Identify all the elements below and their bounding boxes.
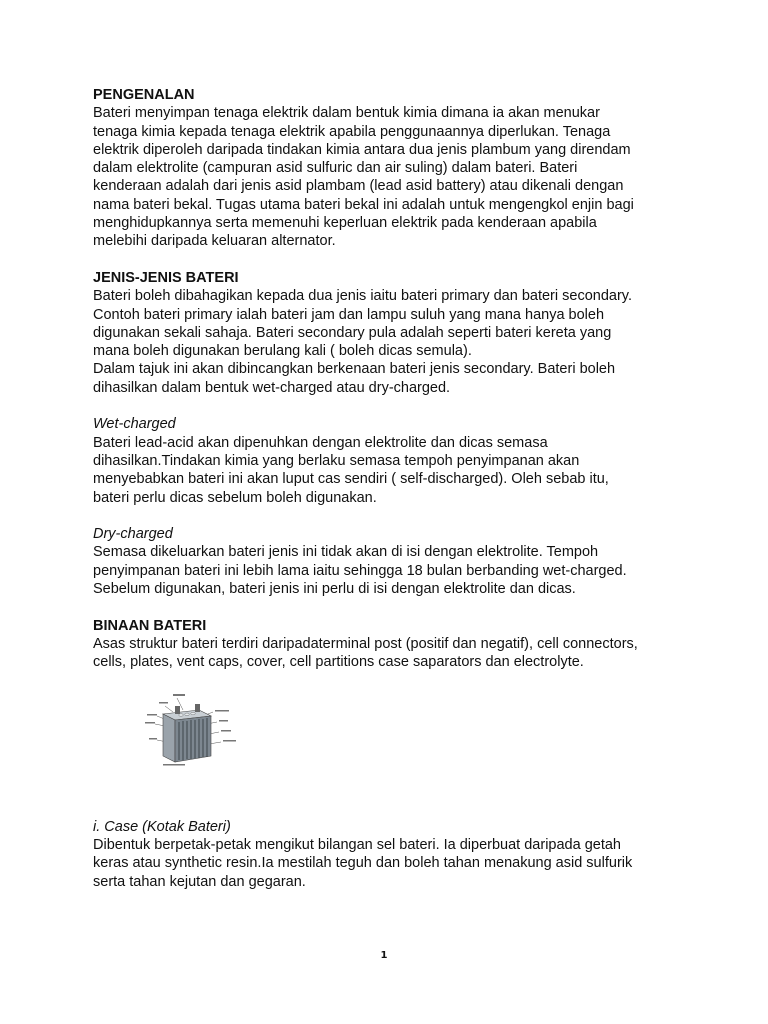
- text-line: Asas struktur bateri terdiri daripadaterminal post (positif dan negatif), cell connectors,: [93, 635, 638, 652]
- text-line: nama bateri bekal. Tugas utama bateri bekal ini adalah untuk mengengkol enjin bagi: [93, 196, 634, 213]
- battery-diagram-image: [137, 690, 249, 772]
- section-construction: [93, 617, 693, 672]
- section-wet-charged: [93, 415, 693, 506]
- text-line: Semasa dikeluarkan bateri jenis ini tidak akan di isi dengan elektrolite. Tempoh: [93, 544, 599, 561]
- text-line: Bateri menyimpan tenaga elektrik dalam bentuk kimia dimana ia akan menukar: [93, 105, 600, 122]
- text-line: Bateri boleh dibahagikan kepada dua jenis iaitu bateri primary dan bateri secondary.: [93, 288, 632, 305]
- text-line: cells, plates, vent caps, cover, cell partitions case saparators dan electrolyte.: [93, 654, 584, 671]
- text-line: dalam elektrolite (campuran asid sulfuric dan air suling) dalam bateri. Bateri: [93, 160, 578, 177]
- heading-intro: PENGENALAN: [93, 87, 195, 103]
- heading-dry-charged: Dry-charged: [93, 526, 173, 543]
- text-line: melebihi daripada keluaran alternator.: [93, 233, 336, 250]
- text-line: Dalam tajuk ini akan dibincangkan berkenaan bateri jenis secondary. Bateri boleh: [93, 361, 616, 378]
- battery-case-side: [175, 716, 211, 762]
- text-line: dihasilkan.Tindakan kimia yang berlaku semasa tempoh penyimpanan akan: [93, 452, 580, 469]
- text-line: menyebabkan bateri ini akan luput cas sendiri ( self-discharged). Oleh sebab itu,: [93, 471, 609, 488]
- terminal-post-icon: [175, 706, 180, 714]
- heading-construction: BINAAN BATERI: [93, 617, 207, 634]
- text-line: keras atau synthetic resin.Ia mestilah teguh dan boleh tahan menakung asid sulfurik: [93, 855, 633, 872]
- section-case: [93, 818, 693, 891]
- text-line: serta tahan kejutan dan gegaran.: [93, 873, 306, 890]
- text-line: Contoh bateri primary ialah bateri jam dan lampu suluh yang mana hanya boleh: [93, 306, 605, 323]
- page-number: 1: [380, 950, 388, 961]
- heading-wet-charged: Wet-charged: [93, 416, 176, 433]
- text-line: bateri perlu dicas sebelum boleh digunakan.: [93, 489, 377, 506]
- text-line: dihasilkan dalam bentuk wet-charged atau dry-charged.: [93, 379, 451, 396]
- text-line: elektrik diperoleh daripada tindakan kimia antara dua jenis plambum yang direndam: [93, 141, 631, 158]
- text-line: Sebelum digunakan, bateri jenis ini perlu di isi dengan elektrolite dan dicas.: [93, 581, 576, 598]
- text-line: mana boleh digunakan berulang kali ( boleh dicas semula).: [93, 343, 472, 360]
- section-types: [93, 269, 693, 397]
- battery-case-front: [163, 714, 175, 762]
- text-line: penyimpanan bateri ini lebih lama iaitu sehingga 18 bulan berbanding wet-charged.: [93, 562, 627, 579]
- section-dry-charged: [93, 525, 693, 598]
- text-line: menghidupkannya serta memenuhi keperluan elektrik pada kenderaan apabila: [93, 215, 597, 232]
- terminal-post-icon: [195, 704, 200, 712]
- section-intro: [93, 86, 693, 251]
- heading-case: i. Case (Kotak Bateri): [93, 818, 231, 835]
- text-line: digunakan sekali sahaja. Bateri secondary pula adalah seperti bateri kereta yang: [93, 324, 612, 341]
- text-line: Bateri lead-acid akan dipenuhkan dengan elektrolite dan dicas semasa: [93, 434, 548, 451]
- text-line: tenaga kimia kepada tenaga elektrik apabila penggunaannya diperlukan. Tenaga: [93, 123, 611, 140]
- document-body: [93, 86, 693, 909]
- text-line: kenderaan adalah dari jenis asid plambam (lead asid battery) atau dikenali dengan: [93, 178, 624, 195]
- text-line: Dibentuk berpetak-petak mengikut bilangan sel bateri. Ia diperbuat daripada getah: [93, 837, 621, 854]
- heading-types: JENIS-JENIS BATERI: [93, 269, 239, 286]
